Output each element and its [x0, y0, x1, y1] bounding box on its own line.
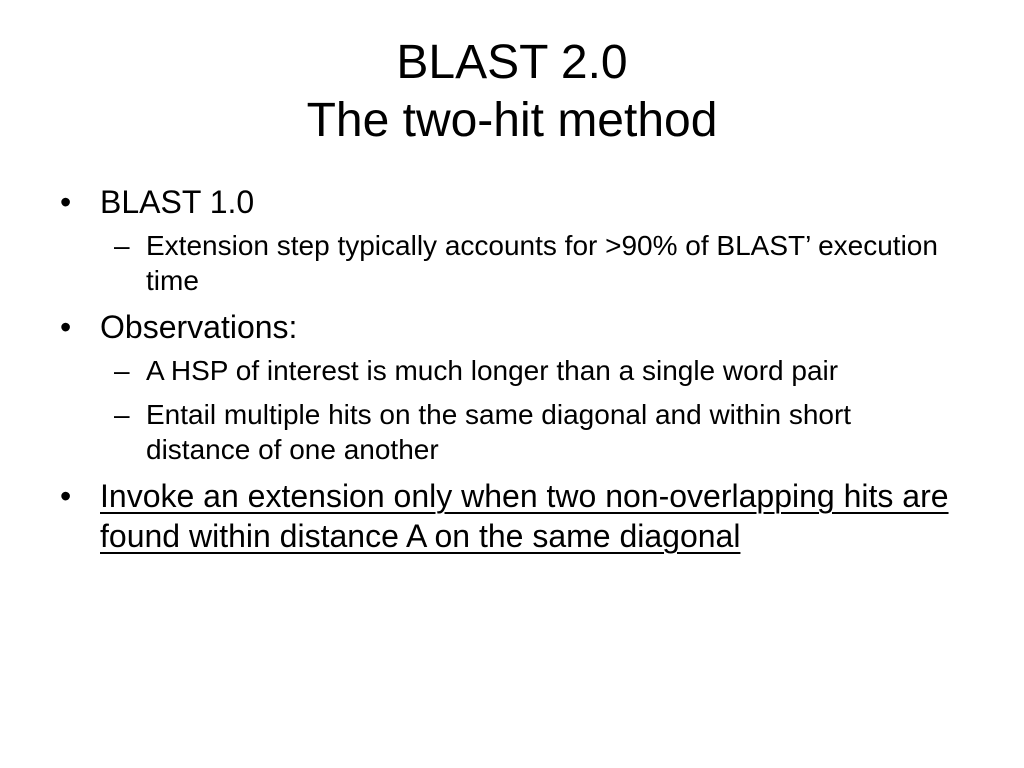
bullet-item-invoke-extension [60, 476, 960, 556]
sub-bullet-text: Extension step typically accounts for >90% of BLAST’ execution time [146, 230, 938, 296]
dash-icon: – [114, 399, 130, 430]
bullet-item-observations [60, 307, 960, 347]
bullet-icon: • [60, 478, 72, 514]
bullet-icon: • [60, 309, 72, 345]
sub-bullet-multiple-hits [60, 397, 960, 467]
title-line-1: BLAST 2.0 [396, 36, 628, 89]
bullet-item-blast-1 [60, 182, 960, 222]
bullet-text: Observations: [100, 309, 298, 345]
title-line-2: The two-hit method [306, 94, 718, 147]
bullet-icon: • [60, 184, 72, 220]
dash-icon: – [114, 230, 130, 261]
dash-icon: – [114, 355, 130, 386]
sub-bullet-hsp-longer [60, 353, 960, 388]
slide-title [0, 34, 1024, 150]
sub-bullet-text: A HSP of interest is much longer than a single word pair [146, 355, 839, 386]
sub-bullet-text: Entail multiple hits on the same diagonal and within short distance of one another [146, 399, 852, 465]
bullet-text-underlined: Invoke an extension only when two non-overlapping hits are found within distance A on the same diagonal [100, 478, 949, 554]
sub-bullet-extension-step [60, 228, 960, 298]
slide-content [60, 182, 960, 562]
bullet-text: BLAST 1.0 [100, 184, 255, 220]
